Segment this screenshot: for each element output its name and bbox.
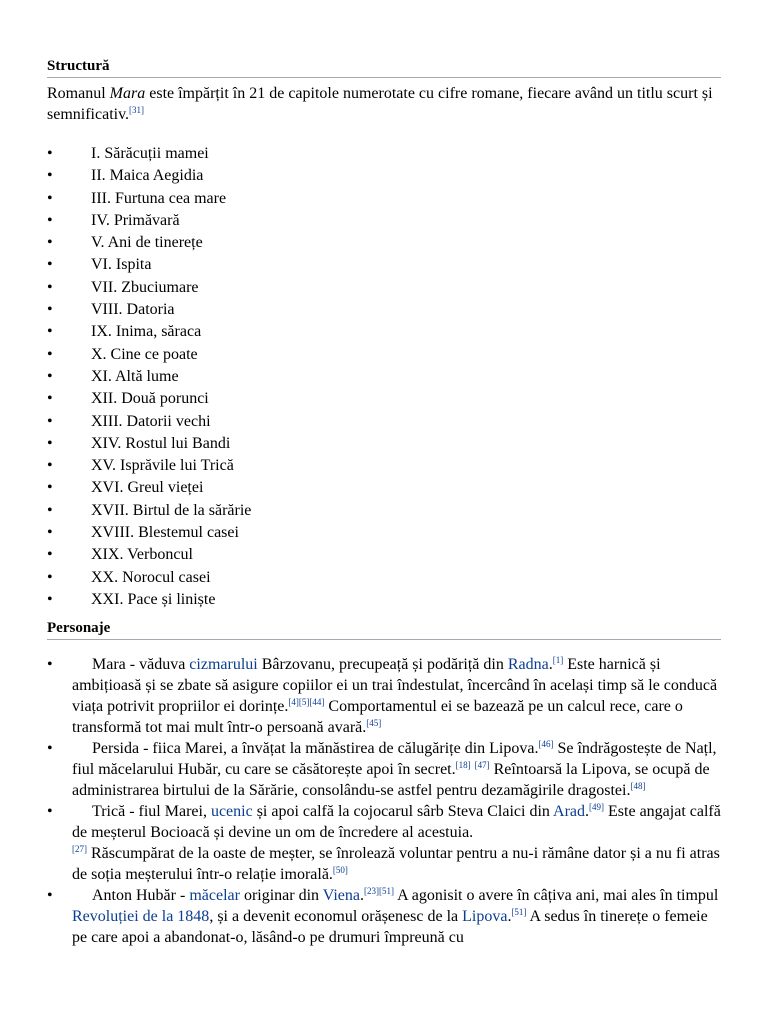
chapter-item: • VI. Ispita (47, 254, 721, 276)
ref-23[interactable]: [23] (364, 886, 379, 897)
ref-47[interactable]: [47] (474, 760, 490, 771)
chapter-item: • IV. Primăvară (47, 210, 721, 232)
link-arad[interactable]: Arad (553, 803, 586, 821)
chapter-item: • XVIII. Blestemul casei (47, 522, 721, 544)
structure-intro: Romanul Mara este împărțit în 21 de capitole numerotate cu cifre romane, fiecare având un titlu scurt și semnificativ.[31] (47, 85, 713, 123)
chapter-item: • IX. Inima, săraca (47, 321, 721, 343)
novel-title: Mara (109, 85, 146, 102)
link-cizmarului[interactable]: cizmarului (189, 656, 258, 674)
ref-1[interactable]: [1] (552, 655, 564, 666)
chapter-item: • VIII. Datoria (47, 299, 721, 321)
link-revolutia-1848[interactable]: Revoluției de la 1848 (72, 908, 210, 926)
ref-51b[interactable]: [51] (511, 907, 527, 918)
chapter-item: • II. Maica Aegidia (47, 165, 721, 187)
chapter-item: • XIV. Rostul lui Bandi (47, 433, 721, 455)
chapter-list (47, 143, 721, 611)
chapter-item: • III. Furtuna cea mare (47, 188, 721, 210)
ref-51[interactable]: [51] (379, 886, 394, 897)
ref-44[interactable]: [44] (309, 697, 325, 708)
ref-31[interactable]: [31] (129, 105, 145, 115)
chapter-item: • V. Ani de tinerețe (47, 232, 721, 254)
section-heading-characters: Personaje (47, 620, 721, 640)
link-lipova[interactable]: Lipova (462, 908, 508, 926)
ref-46[interactable]: [46] (538, 739, 554, 750)
link-viena[interactable]: Viena (322, 887, 360, 905)
link-ucenic[interactable]: ucenic (210, 803, 253, 821)
chapter-item: • XXI. Pace și liniște (47, 589, 721, 611)
chapter-item: • XX. Norocul casei (47, 567, 721, 589)
character-anton: • Anton Hubăr - măcelar originar din Viena.[23][51] A agonisit o avere în câțiva ani, mai ales în timpul Revoluției de la 1848, și a devenit economul orășenesc de la Lipova.[51] A sedus în tinerețe o femeie pe care apoi a abandonat-o, lăsând-o pe drumuri împreună cu (47, 885, 721, 948)
character-persida: • Persida - fiica Marei, a învățat la mănăstirea de călugărițe din Lipova.[46] Se îndrăgostește de Națl, fiul măcelarului Hubăr, cu care se căsătorește apoi în secret.[18] [47] Reîntoarsă la Lipova, se ocupă de administrarea birtului de la Sărărie, consolându-se astfel pentru dezamăgirile dragostei.[48] (47, 738, 721, 801)
chapter-item: • XIII. Datorii vechi (47, 411, 721, 433)
ref-5[interactable]: [5] (298, 697, 310, 708)
ref-18[interactable]: [18] (455, 760, 471, 771)
link-macelar[interactable]: măcelar (189, 887, 240, 905)
character-trica: • Trică - fiul Marei, ucenic și apoi calfă la cojocarul sârb Steva Claici din Arad.[49] Este angajat calfă de meșterul Bocioacă și devine un om de încredere al acestuia. [27] Răscumpărat de la oaste de meșter, se înrolează voluntar pentru a nu-i rămâne dator și a nu fi atras de soția meșterului într-o relație imorală.[50] (47, 801, 721, 885)
ref-50[interactable]: [50] (332, 865, 348, 876)
ref-27[interactable]: [27] (72, 844, 87, 855)
chapter-item: • XI. Altă lume (47, 366, 721, 388)
chapter-item: • XII. Două porunci (47, 388, 721, 410)
link-radna[interactable]: Radna (507, 656, 549, 674)
ref-45[interactable]: [45] (366, 718, 382, 729)
chapter-item: • XVI. Greul vieței (47, 477, 721, 499)
section-heading-structure: Structură (47, 58, 721, 78)
chapter-item: • I. Sărăcuții mamei (47, 143, 721, 165)
chapter-item: • XVII. Birtul de la sărărie (47, 500, 721, 522)
chapter-item: • VII. Zbuciumare (47, 277, 721, 299)
ref-4[interactable]: [4] (288, 697, 299, 708)
ref-48[interactable]: [48] (630, 781, 646, 792)
ref-49[interactable]: [49] (589, 802, 605, 813)
chapter-item: • X. Cine ce poate (47, 344, 721, 366)
character-list (47, 654, 721, 948)
character-mara: • Mara - văduva cizmarului Bârzovanu, precupeață și podăriță din Radna.[1] Este harnică și ambițioasă și se zbate să asigure copiilor ei un trai îndestulat, încercând în același timp să le conducă viața potrivit propriilor ei dorințe.[4][5][44] Comportamentul ei se bazează pe un calcul rece, care o transformă tot mai mult într-o persoană avară.[45] (47, 654, 721, 738)
chapter-item: • XV. Isprăvile lui Trică (47, 455, 721, 477)
chapter-item: • XIX. Verboncul (47, 544, 721, 566)
